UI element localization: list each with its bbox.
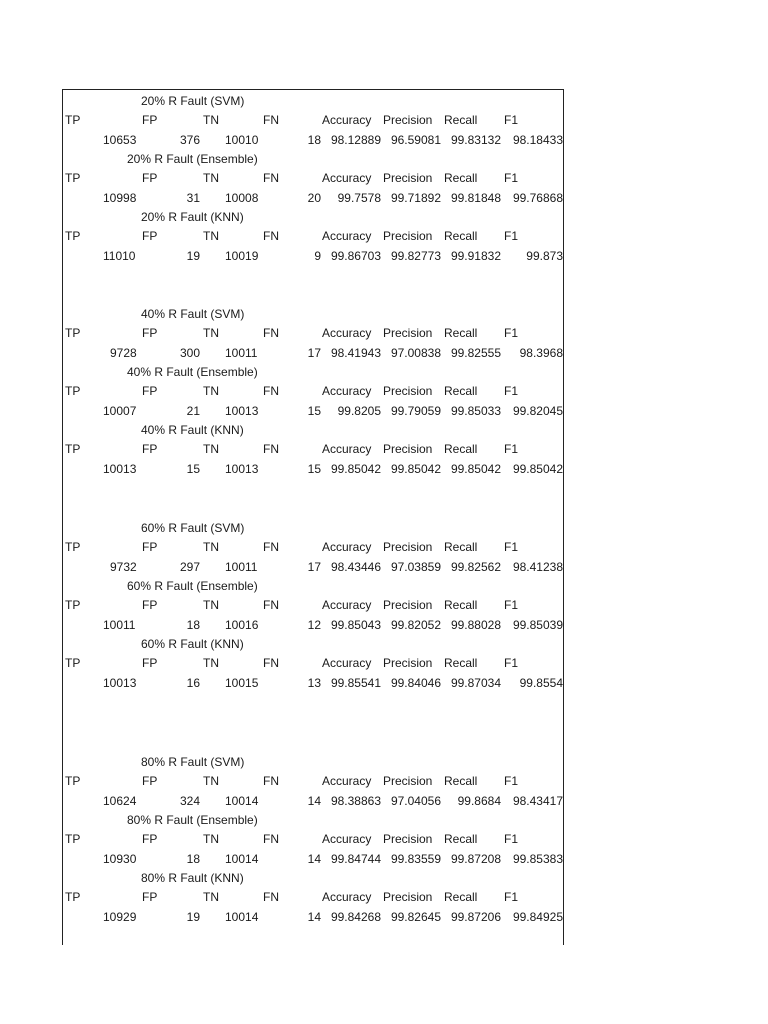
header-row <box>63 655 563 671</box>
value-accuracy: 99.85042 <box>330 462 381 476</box>
value-row <box>63 248 563 264</box>
header-f1: F1 <box>504 598 519 612</box>
header-tn: TN <box>203 832 219 846</box>
value-tn: 10011 <box>225 560 258 574</box>
header-f1: F1 <box>504 832 519 846</box>
value-recall: 99.82562 <box>450 560 501 574</box>
value-recall: 99.81848 <box>450 191 501 205</box>
block-title: 80% R Fault (Ensemble) <box>127 813 258 827</box>
value-row <box>63 559 563 575</box>
header-fn: FN <box>263 326 279 340</box>
block-title-row <box>63 151 563 167</box>
header-fp: FP <box>142 890 158 904</box>
header-tn: TN <box>203 384 219 398</box>
value-fn: 15 <box>307 462 321 476</box>
value-accuracy: 98.41943 <box>330 346 381 360</box>
header-accuracy: Accuracy <box>322 656 372 670</box>
header-recall: Recall <box>444 326 478 340</box>
value-tn: 10015 <box>225 676 259 690</box>
block-title: 60% R Fault (SVM) <box>141 521 245 535</box>
header-recall: Recall <box>444 832 478 846</box>
header-recall: Recall <box>444 171 478 185</box>
block-title: 20% R Fault (SVM) <box>141 94 245 108</box>
value-fp: 21 <box>186 404 200 418</box>
header-f1: F1 <box>504 890 519 904</box>
value-accuracy: 99.85541 <box>330 676 381 690</box>
value-f1: 99.76868 <box>512 191 563 205</box>
block-title-row <box>63 812 563 828</box>
value-tp: 10653 <box>103 133 137 147</box>
value-tn: 10014 <box>225 794 259 808</box>
header-fn: FN <box>263 890 279 904</box>
header-f1: F1 <box>504 656 519 670</box>
header-accuracy: Accuracy <box>322 229 372 243</box>
value-fp: 18 <box>186 852 200 866</box>
value-fn: 14 <box>307 910 321 924</box>
value-tp: 10007 <box>103 404 137 418</box>
header-precision: Precision <box>383 656 433 670</box>
header-recall: Recall <box>444 442 478 456</box>
block-title: 80% R Fault (SVM) <box>141 755 245 769</box>
header-fp: FP <box>142 113 158 127</box>
header-precision: Precision <box>383 540 433 554</box>
header-tn: TN <box>203 326 219 340</box>
header-fp: FP <box>142 598 158 612</box>
header-fp: FP <box>142 774 158 788</box>
header-tn: TN <box>203 171 219 185</box>
header-fn: FN <box>263 598 279 612</box>
header-recall: Recall <box>444 598 478 612</box>
block-title: 20% R Fault (Ensemble) <box>127 152 258 166</box>
value-precision: 99.82052 <box>390 618 441 632</box>
header-tp: TP <box>65 774 81 788</box>
header-tn: TN <box>203 890 219 904</box>
header-recall: Recall <box>444 229 478 243</box>
block-title: 20% R Fault (KNN) <box>141 210 244 224</box>
value-row <box>63 403 563 419</box>
header-fn: FN <box>263 656 279 670</box>
header-accuracy: Accuracy <box>322 442 372 456</box>
value-recall: 99.83132 <box>450 133 501 147</box>
header-precision: Precision <box>383 384 433 398</box>
value-accuracy: 98.38863 <box>330 794 381 808</box>
header-fn: FN <box>263 229 279 243</box>
header-precision: Precision <box>383 598 433 612</box>
header-accuracy: Accuracy <box>322 598 372 612</box>
header-f1: F1 <box>504 113 519 127</box>
header-tp: TP <box>65 656 81 670</box>
value-row <box>63 851 563 867</box>
value-accuracy: 98.43446 <box>330 560 381 574</box>
block-title-row <box>63 306 563 322</box>
value-fn: 14 <box>307 852 321 866</box>
value-row <box>63 132 563 148</box>
header-fp: FP <box>142 384 158 398</box>
value-accuracy: 99.84744 <box>330 852 381 866</box>
header-accuracy: Accuracy <box>322 384 372 398</box>
header-fn: FN <box>263 774 279 788</box>
header-fn: FN <box>263 832 279 846</box>
value-row <box>63 461 563 477</box>
value-tn: 10014 <box>225 852 259 866</box>
value-row <box>63 345 563 361</box>
header-row <box>63 889 563 905</box>
value-recall: 99.91832 <box>450 249 501 263</box>
block-title: 80% R Fault (KNN) <box>141 871 244 885</box>
block-title-row <box>63 870 563 886</box>
header-fn: FN <box>263 384 279 398</box>
value-f1: 98.41238 <box>512 560 563 574</box>
header-tp: TP <box>65 832 81 846</box>
header-precision: Precision <box>383 113 433 127</box>
header-tn: TN <box>203 229 219 243</box>
value-tp: 10011 <box>103 618 136 632</box>
value-precision: 99.85042 <box>390 462 441 476</box>
header-accuracy: Accuracy <box>322 326 372 340</box>
header-accuracy: Accuracy <box>322 113 372 127</box>
value-tn: 10010 <box>225 133 259 147</box>
value-fp: 15 <box>186 462 200 476</box>
header-tp: TP <box>65 598 81 612</box>
header-f1: F1 <box>504 171 519 185</box>
value-tp: 11010 <box>103 249 136 263</box>
header-fn: FN <box>263 113 279 127</box>
value-fn: 20 <box>307 191 321 205</box>
header-f1: F1 <box>504 384 519 398</box>
value-fp: 19 <box>186 910 200 924</box>
block-title: 40% R Fault (SVM) <box>141 307 245 321</box>
value-precision: 99.82645 <box>390 910 441 924</box>
spreadsheet-page <box>62 89 564 945</box>
value-f1: 99.8554 <box>519 676 563 690</box>
header-tp: TP <box>65 326 81 340</box>
block-title: 40% R Fault (KNN) <box>141 423 244 437</box>
header-precision: Precision <box>383 832 433 846</box>
value-precision: 99.82773 <box>390 249 441 263</box>
value-fn: 9 <box>314 249 321 263</box>
value-f1: 99.85039 <box>512 618 563 632</box>
value-fp: 18 <box>186 618 200 632</box>
block-title-row <box>63 209 563 225</box>
header-recall: Recall <box>444 113 478 127</box>
header-tp: TP <box>65 384 81 398</box>
value-tp: 10930 <box>103 852 137 866</box>
block-title-row <box>63 93 563 109</box>
value-tn: 10014 <box>225 910 259 924</box>
header-row <box>63 112 563 128</box>
header-tp: TP <box>65 229 81 243</box>
value-accuracy: 99.85043 <box>330 618 381 632</box>
header-f1: F1 <box>504 774 519 788</box>
value-recall: 99.87208 <box>450 852 501 866</box>
header-precision: Precision <box>383 890 433 904</box>
header-fn: FN <box>263 442 279 456</box>
header-row <box>63 228 563 244</box>
header-tp: TP <box>65 442 81 456</box>
value-accuracy: 99.8205 <box>337 404 381 418</box>
value-fp: 31 <box>186 191 200 205</box>
value-accuracy: 99.7578 <box>337 191 381 205</box>
value-precision: 97.04056 <box>390 794 441 808</box>
block-title: 40% R Fault (Ensemble) <box>127 365 258 379</box>
value-row <box>63 675 563 691</box>
value-recall: 99.85033 <box>450 404 501 418</box>
header-row <box>63 831 563 847</box>
value-tp: 10998 <box>103 191 137 205</box>
header-tn: TN <box>203 442 219 456</box>
value-fn: 18 <box>307 133 321 147</box>
header-row <box>63 325 563 341</box>
value-fp: 324 <box>179 794 200 808</box>
value-f1: 99.85042 <box>512 462 563 476</box>
header-precision: Precision <box>383 171 433 185</box>
header-row <box>63 773 563 789</box>
header-row <box>63 170 563 186</box>
header-tp: TP <box>65 171 81 185</box>
header-f1: F1 <box>504 540 519 554</box>
header-recall: Recall <box>444 774 478 788</box>
header-fn: FN <box>263 540 279 554</box>
block-title-row <box>63 636 563 652</box>
header-precision: Precision <box>383 229 433 243</box>
header-tn: TN <box>203 540 219 554</box>
header-tn: TN <box>203 656 219 670</box>
value-fp: 19 <box>186 249 200 263</box>
value-fn: 17 <box>307 346 321 360</box>
header-row <box>63 441 563 457</box>
header-fp: FP <box>142 171 158 185</box>
value-row <box>63 190 563 206</box>
value-precision: 97.03859 <box>390 560 441 574</box>
header-accuracy: Accuracy <box>322 832 372 846</box>
value-f1: 99.82045 <box>512 404 563 418</box>
value-tp: 10013 <box>103 462 137 476</box>
value-fp: 376 <box>179 133 200 147</box>
value-fn: 14 <box>307 794 321 808</box>
header-precision: Precision <box>383 774 433 788</box>
header-accuracy: Accuracy <box>322 890 372 904</box>
block-title-row <box>63 578 563 594</box>
header-row <box>63 383 563 399</box>
header-recall: Recall <box>444 540 478 554</box>
value-tp: 9732 <box>110 560 137 574</box>
header-f1: F1 <box>504 326 519 340</box>
value-accuracy: 99.86703 <box>330 249 381 263</box>
block-title-row <box>63 422 563 438</box>
value-f1: 99.873 <box>526 249 563 263</box>
value-accuracy: 98.12889 <box>330 133 381 147</box>
value-f1: 99.84925 <box>512 910 563 924</box>
header-recall: Recall <box>444 890 478 904</box>
value-recall: 99.8684 <box>457 794 501 808</box>
block-title-row <box>63 520 563 536</box>
header-tn: TN <box>203 774 219 788</box>
value-fn: 12 <box>307 618 321 632</box>
header-tp: TP <box>65 890 81 904</box>
value-fp: 300 <box>179 346 200 360</box>
value-recall: 99.85042 <box>450 462 501 476</box>
value-recall: 99.88028 <box>450 618 501 632</box>
value-fn: 13 <box>307 676 321 690</box>
value-row <box>63 793 563 809</box>
block-title-row <box>63 364 563 380</box>
header-recall: Recall <box>444 656 478 670</box>
value-tn: 10019 <box>225 249 259 263</box>
value-fp: 16 <box>186 676 200 690</box>
header-f1: F1 <box>504 442 519 456</box>
value-fn: 17 <box>307 560 321 574</box>
value-precision: 99.79059 <box>390 404 441 418</box>
header-accuracy: Accuracy <box>322 540 372 554</box>
value-f1: 98.18433 <box>512 133 563 147</box>
block-title: 60% R Fault (KNN) <box>141 637 244 651</box>
value-accuracy: 99.84268 <box>330 910 381 924</box>
header-tp: TP <box>65 540 81 554</box>
value-tn: 10011 <box>225 346 258 360</box>
value-tn: 10013 <box>225 462 259 476</box>
value-row <box>63 617 563 633</box>
header-precision: Precision <box>383 442 433 456</box>
value-row <box>63 909 563 925</box>
value-tn: 10016 <box>225 618 259 632</box>
value-tp: 10929 <box>103 910 137 924</box>
header-tp: TP <box>65 113 81 127</box>
header-fn: FN <box>263 171 279 185</box>
value-tp: 10624 <box>103 794 137 808</box>
block-title-row <box>63 754 563 770</box>
value-f1: 99.85383 <box>512 852 563 866</box>
value-precision: 97.00838 <box>390 346 441 360</box>
header-precision: Precision <box>383 326 433 340</box>
value-precision: 96.59081 <box>390 133 441 147</box>
header-tn: TN <box>203 113 219 127</box>
header-fp: FP <box>142 326 158 340</box>
block-title: 60% R Fault (Ensemble) <box>127 579 258 593</box>
header-row <box>63 539 563 555</box>
header-f1: F1 <box>504 229 519 243</box>
header-recall: Recall <box>444 384 478 398</box>
value-recall: 99.87034 <box>450 676 501 690</box>
header-tn: TN <box>203 598 219 612</box>
value-f1: 98.43417 <box>512 794 563 808</box>
value-tn: 10008 <box>225 191 259 205</box>
header-fp: FP <box>142 832 158 846</box>
header-accuracy: Accuracy <box>322 171 372 185</box>
value-f1: 98.3968 <box>519 346 563 360</box>
header-fp: FP <box>142 540 158 554</box>
value-tn: 10013 <box>225 404 259 418</box>
header-fp: FP <box>142 229 158 243</box>
value-precision: 99.83559 <box>390 852 441 866</box>
value-tp: 9728 <box>110 346 137 360</box>
header-row <box>63 597 563 613</box>
value-recall: 99.87206 <box>450 910 501 924</box>
value-precision: 99.84046 <box>390 676 441 690</box>
value-tp: 10013 <box>103 676 137 690</box>
header-accuracy: Accuracy <box>322 774 372 788</box>
header-fp: FP <box>142 442 158 456</box>
value-precision: 99.71892 <box>390 191 441 205</box>
value-fp: 297 <box>179 560 200 574</box>
value-fn: 15 <box>307 404 321 418</box>
value-recall: 99.82555 <box>450 346 501 360</box>
header-fp: FP <box>142 656 158 670</box>
